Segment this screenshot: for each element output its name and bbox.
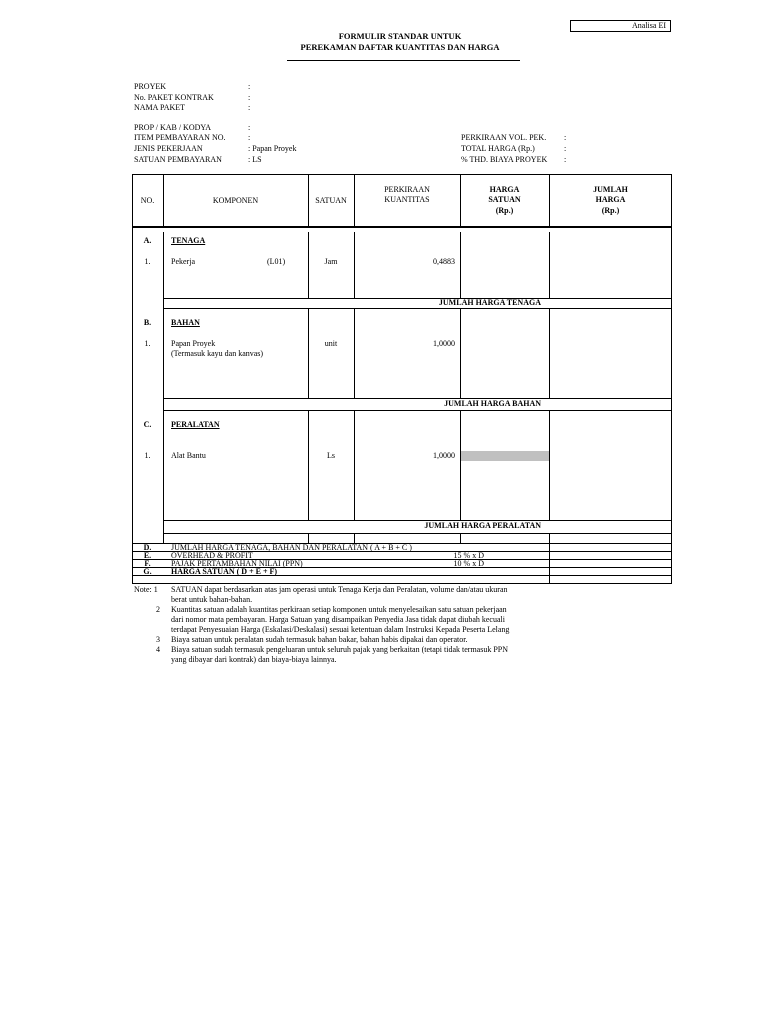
row-e-no: E. xyxy=(143,551,152,560)
note-2-line-2: dari nomor mata pembayaran. Harga Satuan yang disampaikan Penyedia Jasa tidak dapat diubah kecuali xyxy=(171,615,505,624)
note-2-number: 2 xyxy=(156,605,160,614)
label-satuan-pembayaran: SATUAN PEMBAYARAN xyxy=(134,155,222,164)
row-c1-qty: 1,0000 xyxy=(433,451,455,460)
row-d-label: JUMLAH HARGA TENAGA, BAHAN DAN PERALATAN ( A + B + C ) xyxy=(171,543,412,552)
row-line xyxy=(163,533,672,534)
col-line xyxy=(163,232,164,543)
form-title-line2: PEREKAMAN DAFTAR KUANTITAS DAN HARGA xyxy=(300,42,500,52)
form-code-tag: Analisa EI xyxy=(570,20,671,32)
section-a-no: A. xyxy=(143,236,152,245)
note-3-number: 3 xyxy=(156,635,160,644)
row-c1-unit: Ls xyxy=(327,451,335,460)
col-line xyxy=(549,232,550,298)
col-line xyxy=(354,533,355,543)
row-line xyxy=(163,410,672,411)
label-jenis-pekerjaan: JENIS PEKERJAAN xyxy=(134,144,203,153)
col-line xyxy=(354,308,355,398)
row-f-no: F. xyxy=(144,559,151,568)
colon: : xyxy=(248,123,251,132)
label-prop-kab: PROP / KAB / KODYA xyxy=(134,123,212,132)
row-b1-name-detail: (Termasuk kayu dan kanvas) xyxy=(171,349,264,358)
colon: : xyxy=(248,103,251,112)
section-c-label: PERALATAN xyxy=(171,420,220,429)
header-kuantitas-1: PERKIRAAN xyxy=(384,185,430,194)
notes-label: Note: 1 xyxy=(134,585,158,594)
colon: : xyxy=(564,144,567,153)
colon: : xyxy=(564,155,567,164)
label-item-pembayaran: ITEM PEMBAYARAN NO. xyxy=(134,133,226,142)
subtotal-tenaga: JUMLAH HARGA TENAGA xyxy=(438,298,541,307)
row-b1-no: 1. xyxy=(144,339,151,348)
label-paket-kontrak: No. PAKET KONTRAK xyxy=(134,93,214,102)
header-jumlah-2: HARGA xyxy=(595,195,626,204)
row-line xyxy=(163,308,672,309)
row-e-label: OVERHEAD & PROFIT xyxy=(171,551,253,560)
colon: : xyxy=(564,133,567,142)
col-line xyxy=(549,543,550,584)
col-line xyxy=(460,308,461,398)
colon: : xyxy=(248,133,251,142)
row-f-percent: 10 % x D xyxy=(453,559,484,568)
row-b1-unit: unit xyxy=(324,339,338,348)
col-line xyxy=(308,533,309,543)
note-3-line-1: Biaya satuan untuk peralatan sudah termasuk bahan bakar, bahan habis dipakai dan operator. xyxy=(171,635,468,644)
note-2-line-3: terdapat Penyesuaian Harga (Eskalasi/Deskalasi) sesuai ketentuan dalam Instruksi Kepada Peserta Lelang xyxy=(171,625,510,634)
title-underline xyxy=(287,60,520,61)
header-komponen: KOMPONEN xyxy=(212,196,259,205)
col-line xyxy=(308,308,309,398)
header-harga-3: (Rp.) xyxy=(495,206,514,215)
col-line xyxy=(460,533,461,543)
label-total-harga: TOTAL HARGA (Rp.) xyxy=(461,144,535,153)
section-c-no: C. xyxy=(143,420,152,429)
row-a1-no: 1. xyxy=(144,257,151,266)
col-line xyxy=(549,410,550,520)
value-satuan-pembayaran: : LS xyxy=(248,155,262,164)
form-title-line1: FORMULIR STANDAR UNTUK xyxy=(338,31,462,41)
shaded-price-cell xyxy=(461,451,549,461)
value-jenis-pekerjaan: : Papan Proyek xyxy=(248,144,297,153)
row-e-percent: 15 % x D xyxy=(453,551,484,560)
label-proyek: PROYEK xyxy=(134,82,167,91)
col-line xyxy=(308,410,309,520)
row-line xyxy=(163,398,672,399)
colon: : xyxy=(248,93,251,102)
section-b-label: BAHAN xyxy=(171,318,200,327)
subtotal-peralatan: JUMLAH HARGA PERALATAN xyxy=(424,521,541,530)
row-g-no: G. xyxy=(143,567,152,576)
header-jumlah-1: JUMLAH xyxy=(593,185,628,194)
row-a1-code: (L01) xyxy=(267,257,286,266)
header-harga-2: SATUAN xyxy=(488,195,521,204)
col-line xyxy=(549,308,550,398)
col-line xyxy=(354,410,355,520)
header-harga-1: HARGA xyxy=(489,185,520,194)
header-kuantitas-2: KUANTITAS xyxy=(384,195,430,204)
col-line xyxy=(460,410,461,520)
note-4-line-2: yang dibayar dari kontrak) dan biaya-biaya lainnya. xyxy=(171,655,337,664)
header-jumlah-3: (Rp.) xyxy=(601,206,620,215)
header-no: NO. xyxy=(140,196,155,205)
subtotal-bahan: JUMLAH HARGA BAHAN xyxy=(444,399,541,408)
note-2-line-1: Kuantitas satuan adalah kuantitas perkiraan setiap komponen untuk menyelesaikan satu satuan pekerjaan xyxy=(171,605,507,614)
col-line xyxy=(460,232,461,298)
section-b-no: B. xyxy=(143,318,152,327)
row-c1-name: Alat Bantu xyxy=(171,451,206,460)
row-b1-name: Papan Proyek xyxy=(171,339,216,348)
label-biaya-proyek: % THD. BIAYA PROYEK xyxy=(461,155,548,164)
row-g-label: HARGA SATUAN ( D + E + F) xyxy=(171,567,278,576)
row-a1-unit: Jam xyxy=(324,257,338,266)
note-4-line-1: Biaya satuan sudah termasuk pengeluaran untuk seluruh pajak yang berkaitan (tetapi tidak termasuk PPN xyxy=(171,645,509,654)
row-d-no: D. xyxy=(143,543,152,552)
header-divider xyxy=(132,226,672,228)
col-line xyxy=(549,533,550,543)
section-a-label: TENAGA xyxy=(171,236,206,245)
row-a1-qty: 0,4883 xyxy=(433,257,455,266)
note-4-number: 4 xyxy=(156,645,160,654)
note-1-line-1: SATUAN dapat berdasarkan atas jam operasi untuk Tenaga Kerja dan Peralatan, volume dan/atau ukuran xyxy=(171,585,508,594)
row-c1-no: 1. xyxy=(144,451,151,460)
header-satuan: SATUAN xyxy=(315,196,347,205)
row-b1-qty: 1,0000 xyxy=(433,339,455,348)
row-a1-name: Pekerja xyxy=(171,257,195,266)
label-nama-paket: NAMA PAKET xyxy=(134,103,186,112)
colon: : xyxy=(248,82,251,91)
row-f-label: PAJAK PERTAMBAHAN NILAI (PPN) xyxy=(171,559,303,568)
row-line xyxy=(163,520,672,521)
note-1-line-2: berat untuk bahan-bahan. xyxy=(171,595,253,604)
label-perkiraan-vol: PERKIRAAN VOL. PEK. xyxy=(461,133,547,142)
